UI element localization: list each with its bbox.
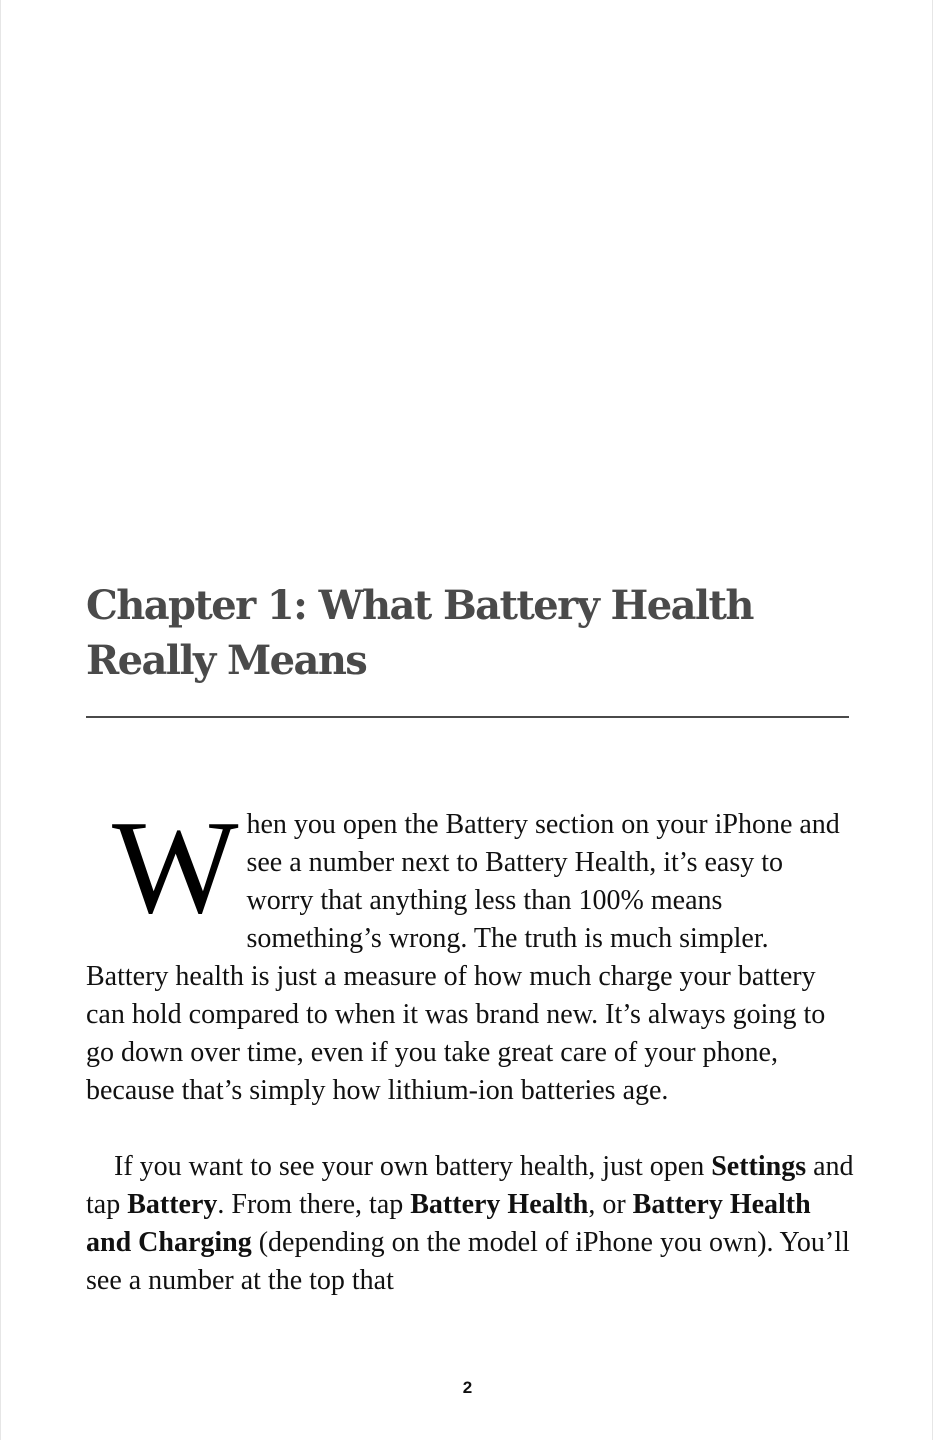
chapter-title: Chapter 1: What Battery Health Really Means <box>86 582 753 684</box>
page-number: 2 <box>462 1378 473 1397</box>
title-divider <box>86 716 849 718</box>
bold-term-battery-health-and-charging: Battery Health and Charging <box>86 1189 811 1258</box>
paragraph-2 <box>86 1148 856 1300</box>
paragraph-1 <box>86 793 856 1110</box>
drop-cap: W <box>112 793 239 941</box>
paragraph-1-text: hen you open the Battery section on your iPhone and see a number next to Battery Health, it’s easy to worry that anything less than 100% means something’s wrong. The truth is much simpler. Battery health is just a measure of how much charge your battery can hold compared to when it was brand new. It’s always going to go down over time, even if you take great care of your phone, because that’s simply how lithium-ion batteries age. <box>86 809 840 1106</box>
bold-term-battery: Battery <box>127 1189 218 1220</box>
bold-term-battery-health: Battery Health <box>410 1189 589 1220</box>
text-run: . From there, tap <box>217 1189 411 1220</box>
text-run: and tap <box>86 1151 854 1220</box>
text-run: If you want to see your own battery health, just open <box>114 1151 712 1182</box>
text-run: , or <box>588 1189 633 1220</box>
bold-term-settings: Settings <box>711 1151 807 1182</box>
body-text <box>86 793 856 1300</box>
text-run: (depending on the model of iPhone you own). You’ll see a number at the top that <box>86 1227 850 1296</box>
